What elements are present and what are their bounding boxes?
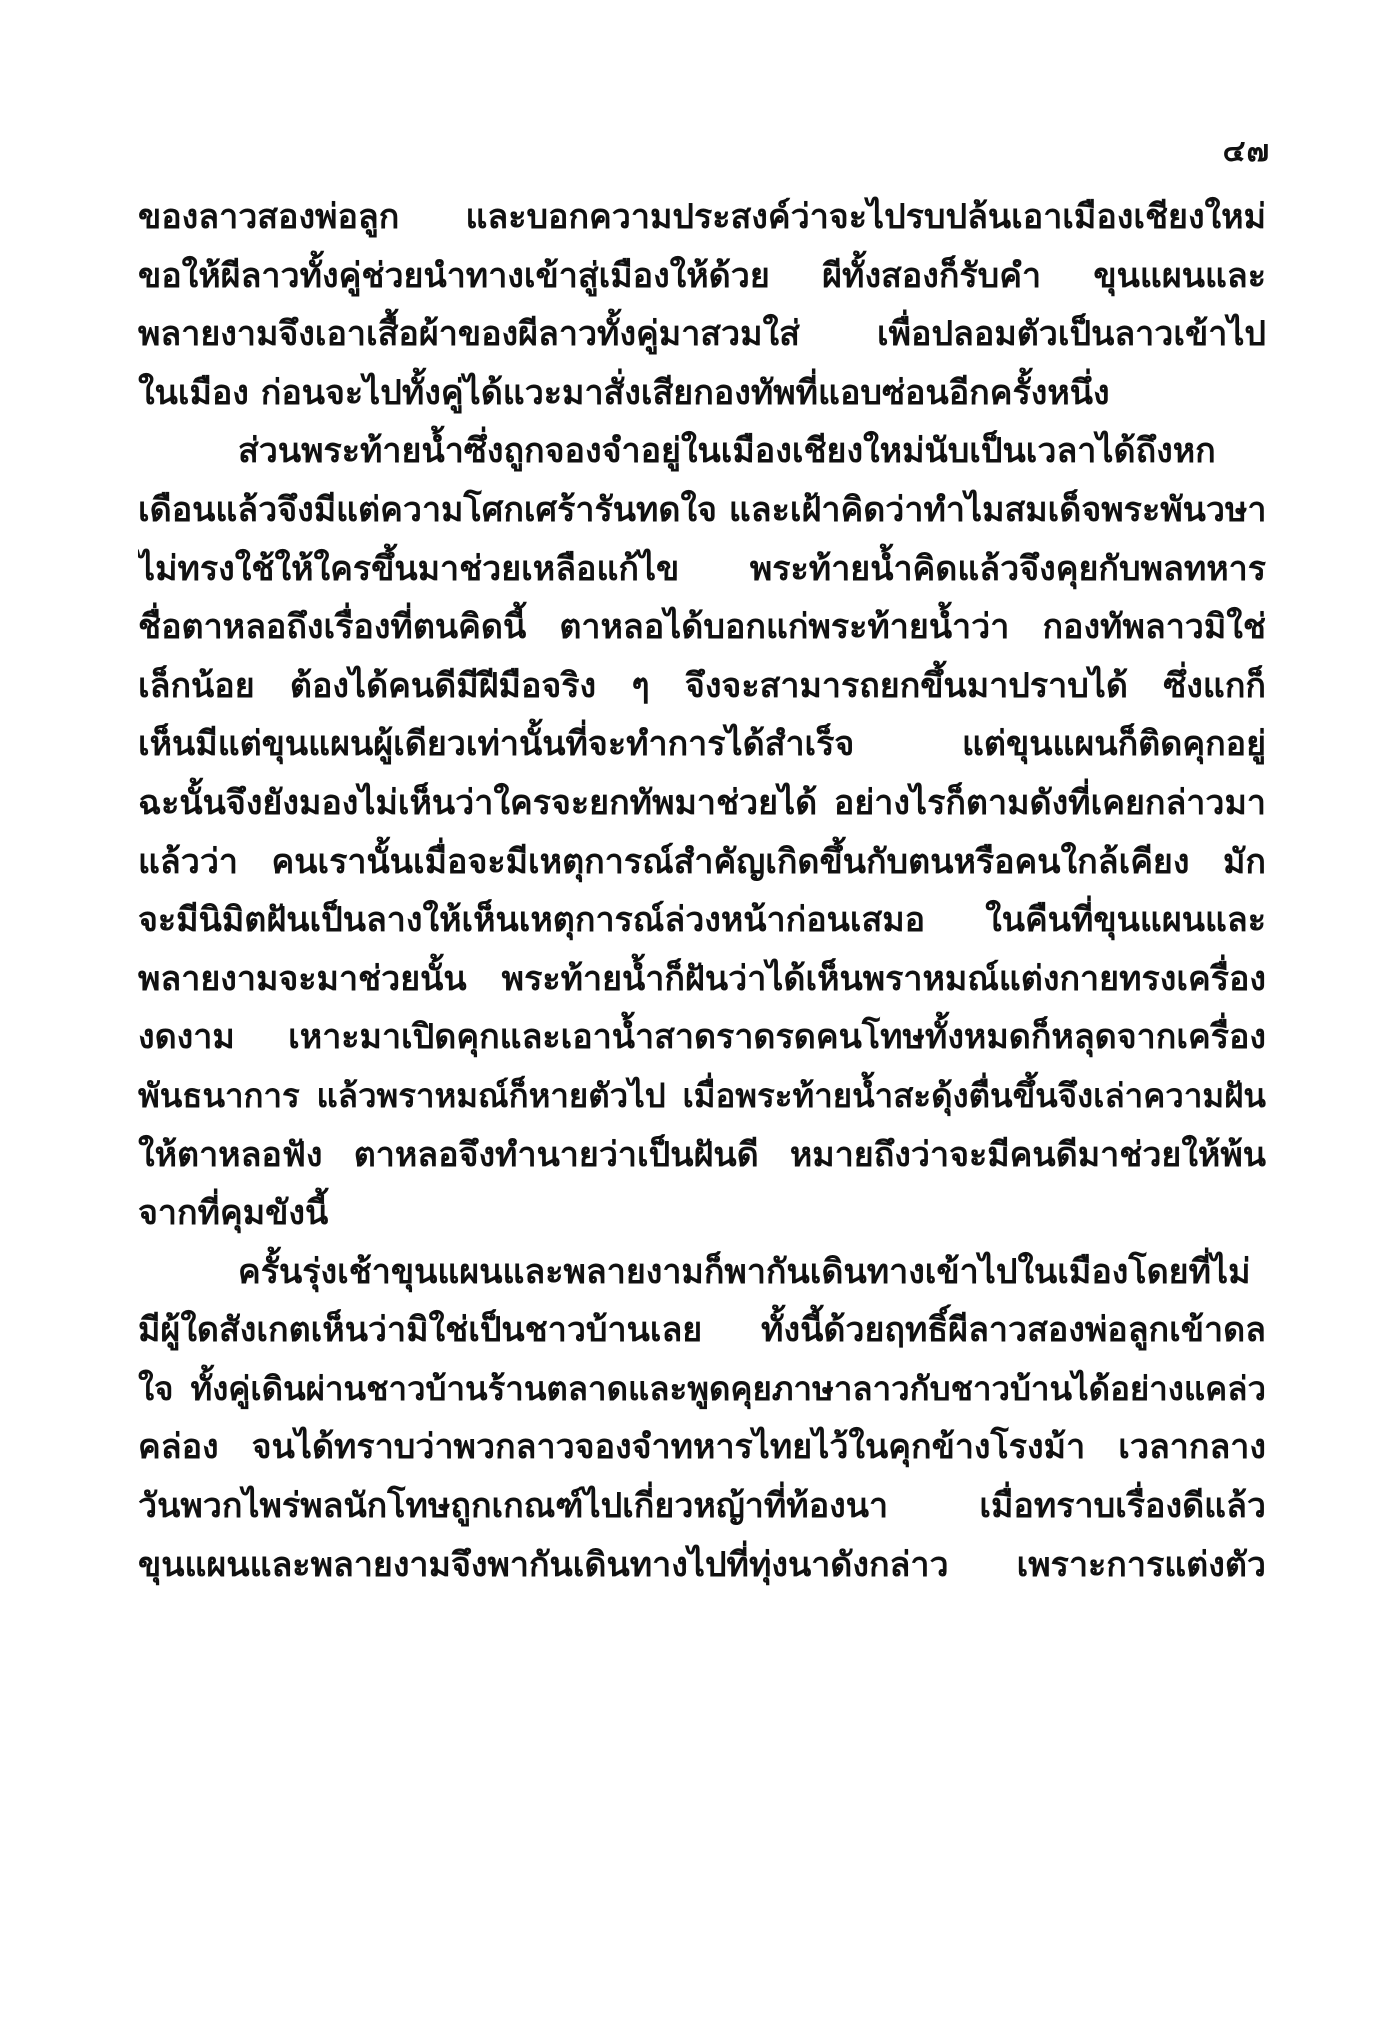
text-line: มีผู้ใดสังเกตเห็นว่ามิใช่เป็นชาวบ้านเลย ทั้งนี้ด้วยฤทธิ์ผีลาวสองพ่อลูกเข้าดล	[138, 1310, 1266, 1351]
text-line: ของลาวสองพ่อลูก และบอกความประสงค์ว่าจะไปรบปล้นเอาเมืองเชียงใหม่	[138, 197, 1266, 237]
text-line: พลายงามจะมาช่วยนั้น พระท้ายน้ำก็ฝันว่าได้เห็นพราหมณ์แต่งกายทรงเครื่อง	[138, 958, 1266, 999]
text-line: ครั้นรุ่งเช้าขุนแผนและพลายงามก็พากันเดินทางเข้าไปในเมืองโดยที่ไม่	[238, 1251, 1251, 1292]
text-line: คล่อง จนได้ทราบว่าพวกลาวจองจำทหารไทยไว้ในคุกข้างโรงม้า เวลากลาง	[138, 1427, 1266, 1468]
text-line: ฉะนั้นจึงยังมองไม่เห็นว่าใครจะยกทัพมาช่วยได้ อย่างไรก็ตามดังที่เคยกล่าวมา	[138, 782, 1266, 823]
text-line: ไม่ทรงใช้ให้ใครขึ้นมาช่วยเหลือแก้ไข พระท้ายน้ำคิดแล้วจึงคุยกับพลทหาร	[138, 548, 1266, 589]
text-line: งดงาม เหาะมาเปิดคุกและเอาน้ำสาดราดรดคนโทษทั้งหมดก็หลุดจากเครื่อง	[138, 1017, 1266, 1058]
page-number: ๔๗	[1222, 134, 1270, 169]
text-line: วันพวกไพร่พลนักโทษถูกเกณฑ์ไปเกี่ยวหญ้าที่ท้องนา เมื่อทราบเรื่องดีแล้ว	[138, 1486, 1266, 1527]
text-line: จากที่คุมขังนี้	[138, 1193, 329, 1234]
text-line: ชื่อตาหลอถึงเรื่องที่ตนคิดนี้ ตาหลอได้บอกแก่พระท้ายน้ำว่า กองทัพลาวมิใช่	[138, 607, 1266, 648]
text-line: ขอให้ผีลาวทั้งคู่ช่วยนำทางเข้าสู่เมืองให้ด้วย ผีทั้งสองก็รับคำ ขุนแผนและ	[138, 255, 1266, 296]
text-line: ใจ ทั้งคู่เดินผ่านชาวบ้านร้านตลาดและพูดคุยภาษาลาวกับชาวบ้านได้อย่างแคล่ว	[138, 1368, 1266, 1408]
text-line: พันธนาการ แล้วพราหมณ์ก็หายตัวไป เมื่อพระท้ายน้ำสะดุ้งตื่นขึ้นจึงเล่าความฝัน	[138, 1075, 1266, 1115]
text-line: จะมีนิมิตฝันเป็นลางให้เห็นเหตุการณ์ล่วงหน้าก่อนเสมอ ในคืนที่ขุนแผนและ	[138, 900, 1266, 941]
text-line: เห็นมีแต่ขุนแผนผู้เดียวเท่านั้นที่จะทำการได้สำเร็จ แต่ขุนแผนก็ติดคุกอยู่	[138, 724, 1266, 765]
text-line: เล็กน้อย ต้องได้คนดีมีฝีมือจริง ๆ จึงจะสามารถยกขึ้นมาปราบได้ ซึ่งแกก็	[138, 665, 1266, 706]
body-text	[138, 188, 1266, 1594]
text-line: ในเมือง ก่อนจะไปทั้งคู่ได้แวะมาสั่งเสียกองทัพที่แอบซ่อนอีกครั้งหนึ่ง	[138, 372, 1110, 413]
text-line: แล้วว่า คนเรานั้นเมื่อจะมีเหตุการณ์สำคัญเกิดขึ้นกับตนหรือคนใกล้เคียง มัก	[138, 841, 1266, 882]
text-line: เดือนแล้วจึงมีแต่ความโศกเศร้ารันทดใจ และเฝ้าคิดว่าทำไมสมเด็จพระพันวษา	[138, 489, 1266, 530]
text-line: ขุนแผนและพลายงามจึงพากันเดินทางไปที่ทุ่งนาดังกล่าว เพราะการแต่งตัว	[138, 1544, 1266, 1585]
text-line: พลายงามจึงเอาเสื้อผ้าของผีลาวทั้งคู่มาสวมใส่ เพื่อปลอมตัวเป็นลาวเข้าไป	[138, 314, 1266, 355]
text-line: ส่วนพระท้ายน้ำซึ่งถูกจองจำอยู่ในเมืองเชียงใหม่นับเป็นเวลาได้ถึงหก	[238, 431, 1216, 472]
text-line: ให้ตาหลอฟัง ตาหลอจึงทำนายว่าเป็นฝันดี หมายถึงว่าจะมีคนดีมาช่วยให้พ้น	[138, 1134, 1266, 1175]
